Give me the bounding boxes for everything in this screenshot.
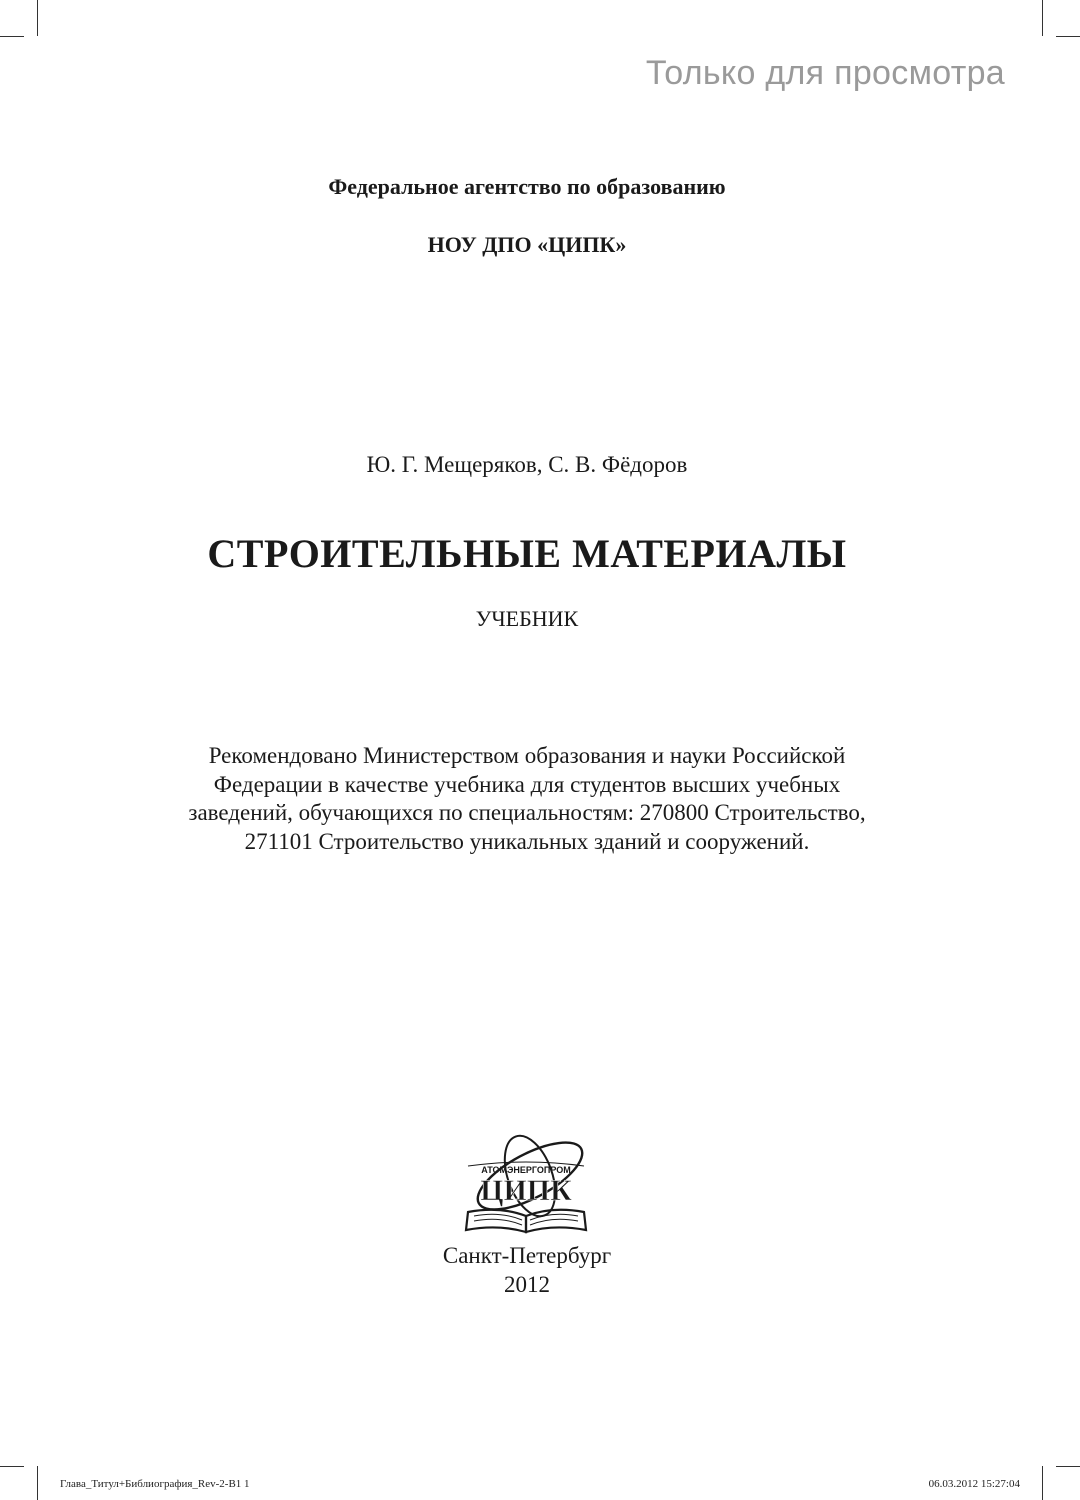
footer-timestamp: 06.03.2012 15:27:04 [928, 1478, 1020, 1490]
crop-mark-bottom-left-vertical [37, 1466, 38, 1500]
recommendation-line: заведений, обучающихся по специальностям: 270800 Строительство, [188, 800, 866, 825]
recommendation-line: 271101 Строительство уникальных зданий и сооружений. [244, 828, 810, 854]
organization-name: НОУ ДПО «ЦИПК» [427, 232, 627, 257]
crop-mark-top-right-horizontal [1056, 36, 1080, 37]
logo-main-text: ЦИПК [480, 1174, 572, 1207]
logo-arc-text: АТОМЭНЕРГОПРОМ [481, 1165, 571, 1175]
crop-mark-top-left-horizontal [0, 36, 24, 37]
footer-file-info: Глава_Титул+Библиография_Rev-2-B1 1 [60, 1478, 250, 1490]
book-title: СТРОИТЕЛЬНЫЕ МАТЕРИАЛЫ [207, 531, 847, 576]
book-authors: Ю. Г. Мещеряков, С. В. Фёдоров [366, 452, 688, 477]
crop-mark-top-right-vertical [1042, 0, 1043, 36]
recommendation-paragraph [0, 742, 1054, 856]
book-atom-logo-icon [460, 1132, 592, 1240]
recommendation-line: Рекомендовано Министерством образования и науки Российской [208, 743, 846, 768]
recommendation-line: Федерации в качестве учебника для студентов высших учебных [213, 771, 841, 797]
publication-city: Санкт-Петербург [442, 1243, 612, 1268]
crop-mark-bottom-right-vertical [1042, 1466, 1043, 1500]
agency-name: Федеральное агентство по образованию [328, 174, 726, 199]
book-type: УЧЕБНИК [475, 606, 579, 631]
crop-mark-bottom-right-horizontal [1056, 1466, 1080, 1467]
crop-mark-top-left-vertical [37, 0, 38, 36]
publication-year: 2012 [504, 1272, 550, 1297]
preview-watermark: Только для просмотра [645, 54, 1005, 92]
crop-mark-bottom-left-horizontal [0, 1466, 24, 1467]
